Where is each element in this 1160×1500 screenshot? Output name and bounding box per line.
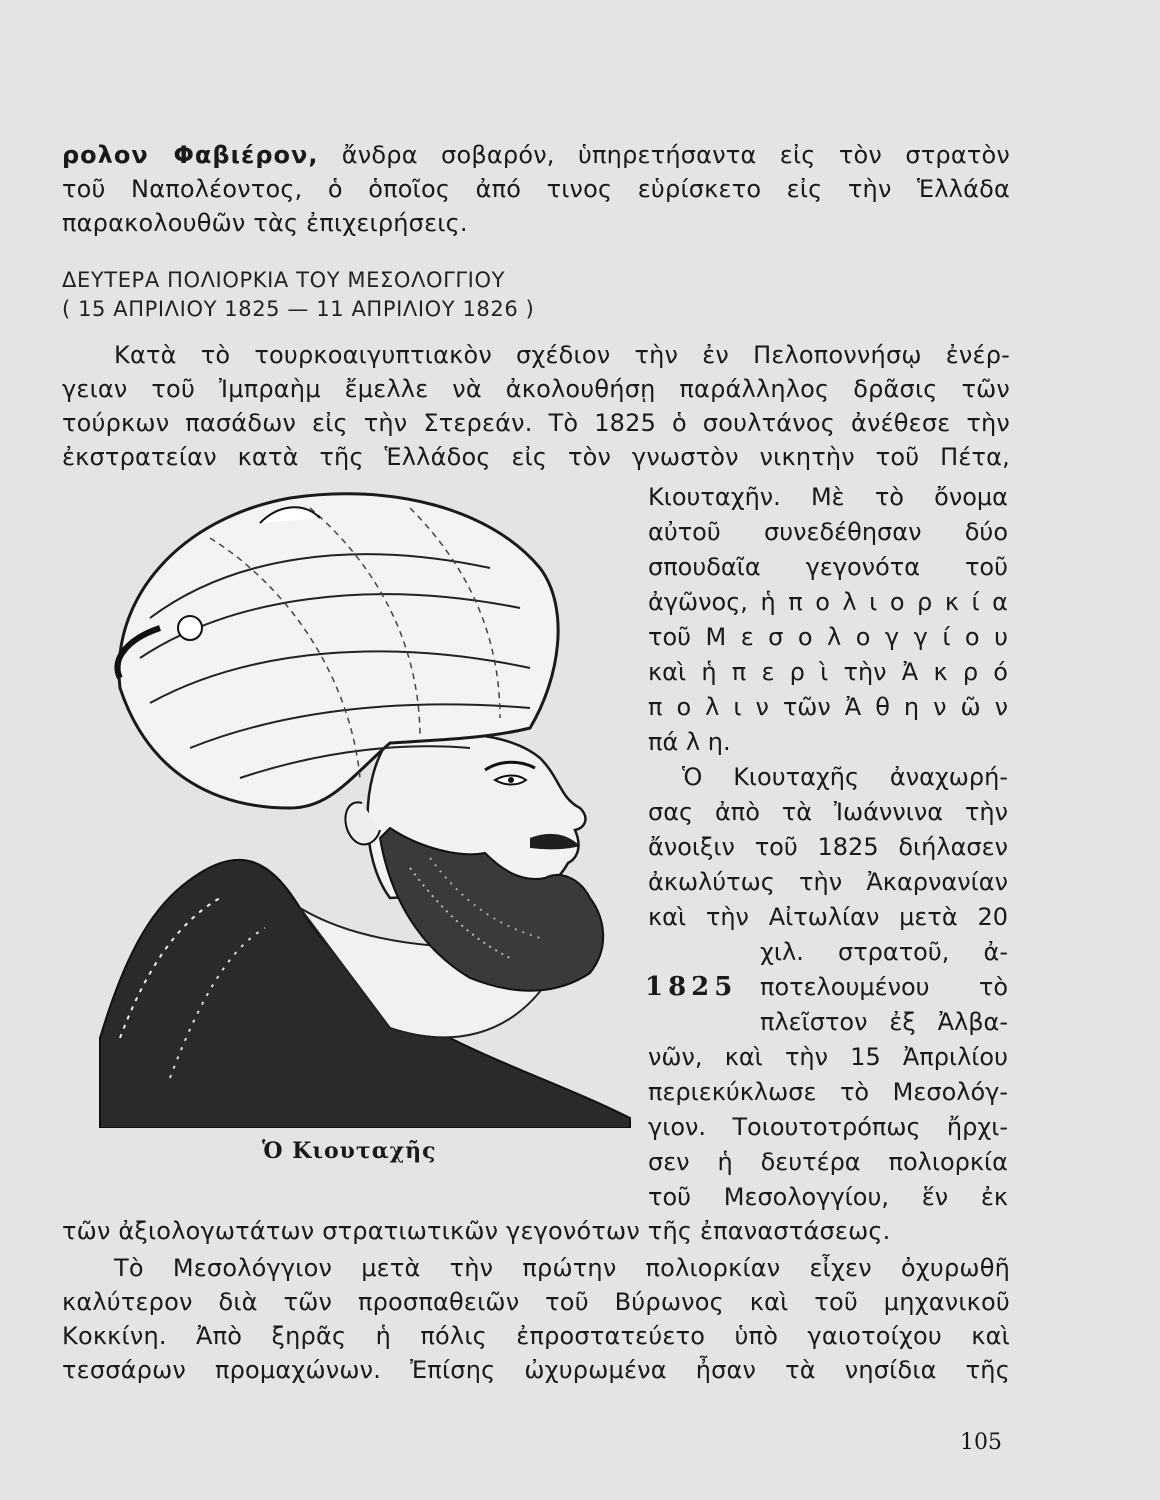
col-line: τοῦ Μ ε σ ο λ ο γ γ ί ο υ xyxy=(648,623,1008,651)
section-title: ΔΕΥΤΕΡΑ ΠΟΛΙΟΡΚΙΑ ΤΟΥ ΜΕΣΟΛΟΓΓΙΟΥ xyxy=(62,268,506,292)
intro-line-2: τοῦ Ναπολέοντος, ὁ ὁποῖος ἀπό τινος εὑρίσκετο εἰς τὴν Ἑλλάδα xyxy=(62,175,1010,203)
p2-line: καλύτερον διὰ τῶν προσπαθειῶν τοῦ Βύρωνος καὶ τοῦ μηχανικοῦ xyxy=(62,1288,1010,1316)
col-line: ἀγῶνος, ἡ π ο λ ι ο ρ κ ί α xyxy=(648,588,1008,616)
p1-line-2: γειαν τοῦ Ἰμπραὴμ ἔμελλε νὰ ἀκολουθήσῃ παράλληλος δρᾶσις τῶν xyxy=(62,375,1010,403)
intro-paragraph-end xyxy=(62,206,1010,240)
col-line: γιον. Τοιουτοτρόπως ἤρχι- xyxy=(648,1113,1008,1141)
p1-line-3: τούρκων πασάδων εἰς τὴν Στερεάν. Τὸ 1825 ὁ σουλτάνος ἀνέθεσε τὴν xyxy=(62,409,1010,437)
col-line: Κιουταχῆν. Μὲ τὸ ὄνομα xyxy=(648,483,1008,511)
right-column-2 xyxy=(648,760,1008,935)
intro-paragraph xyxy=(62,138,1010,206)
intro-line-1: ρολον Φαβιέρον, ἄνδρα σοβαρόν, ὑπηρετήσαντα εἰς τὸν στρατὸν xyxy=(62,141,1010,169)
p2-line: Κοκκίνη. Ἀπὸ ξηρᾶς ἡ πόλις ἐπροστατεύετο ὑπὸ γαιοτοίχου καὶ xyxy=(62,1322,1010,1350)
col-line: περιεκύκλωσε τὸ Μεσολόγ- xyxy=(648,1078,1008,1106)
col-line: ἀκωλύτως τὴν Ἀκαρνανίαν xyxy=(648,868,1008,896)
col-line: τοῦ Μεσολογγίου, ἕν ἐκ xyxy=(648,1183,1008,1211)
col-line: σας ἀπὸ τὰ Ἰωάννινα τὴν xyxy=(648,798,1008,826)
col-line: σεν ἡ δευτέρα πολιορκία xyxy=(648,1148,1008,1176)
paragraph-1-top xyxy=(62,338,1010,474)
p2-line: Τὸ Μεσολόγγιον μετὰ τὴν πρώτην πολιορκίαν εἶχεν ὀχυρωθῆ xyxy=(114,1254,1010,1282)
paragraph-1-end xyxy=(62,1214,1010,1248)
p1-line-4: ἐκστρατείαν κατὰ τῆς Ἑλλάδος εἰς τὸν γνωστὸν νικητὴν τοῦ Πέτα, xyxy=(62,443,1010,471)
section-heading xyxy=(62,266,534,324)
col-line: καὶ τὴν Αἰτωλίαν μετὰ 20 xyxy=(648,903,1008,931)
p2-line: τεσσάρων προμαχώνων. Ἐπίσης ὠχυρωμένα ἦσαν τὰ νησίδια τῆς xyxy=(62,1356,1010,1384)
narrow-column xyxy=(760,935,1008,1040)
col-line: πλεῖστον ἐξ Ἀλβα- xyxy=(760,1008,1008,1036)
name-fabvier: ρολον Φαβιέρον, xyxy=(62,141,319,169)
col-line: πά λ η. xyxy=(648,728,731,756)
col-line: π ο λ ι ν τῶν Ἀ θ η ν ῶ ν xyxy=(648,693,1008,721)
margin-year: 1825 xyxy=(645,972,738,1002)
section-dates: ( 15 ΑΠΡΙΛΙΟΥ 1825 — 11 ΑΠΡΙΛΙΟΥ 1826 ) xyxy=(62,297,535,321)
page-number: 105 xyxy=(960,1430,1002,1455)
col-line: σπουδαῖα γεγονότα τοῦ xyxy=(648,553,1008,581)
intro-line-3: παρακολουθῶν τὰς ἐπιχειρήσεις. xyxy=(62,209,468,237)
col-line: ἄνοιξιν τοῦ 1825 διήλασεν xyxy=(648,833,1008,861)
right-column-1 xyxy=(648,480,1008,760)
portrait-kioutachis-illustration xyxy=(90,478,650,1128)
col-line: χιλ. στρατοῦ, ἀ- xyxy=(760,938,1008,966)
paragraph-2 xyxy=(62,1251,1010,1387)
p1-last-line: τῶν ἀξιολογωτάτων στρατιωτικῶν γεγονότων τῆς ἐπαναστάσεως. xyxy=(62,1217,891,1245)
col-line: ποτελουμένου τὸ xyxy=(760,973,1008,1001)
col-line: καὶ ἡ π ε ρ ὶ τὴν Ἀ κ ρ ό xyxy=(648,658,1008,686)
p1-line-1: Κατὰ τὸ τουρκοαιγυπτιακὸν σχέδιον τὴν ἐν Πελοποννήσῳ ἐνέρ- xyxy=(114,341,1010,369)
col-line: αὐτοῦ συνεδέθησαν δύο xyxy=(648,518,1008,546)
portrait-caption: Ὁ Κιουταχῆς xyxy=(262,1138,437,1164)
right-column-3 xyxy=(648,1040,1008,1215)
col-line: νῶν, καὶ τὴν 15 Ἀπριλίου xyxy=(648,1043,1008,1071)
col-line: Ὁ Κιουταχῆς ἀναχωρή- xyxy=(682,763,1008,791)
